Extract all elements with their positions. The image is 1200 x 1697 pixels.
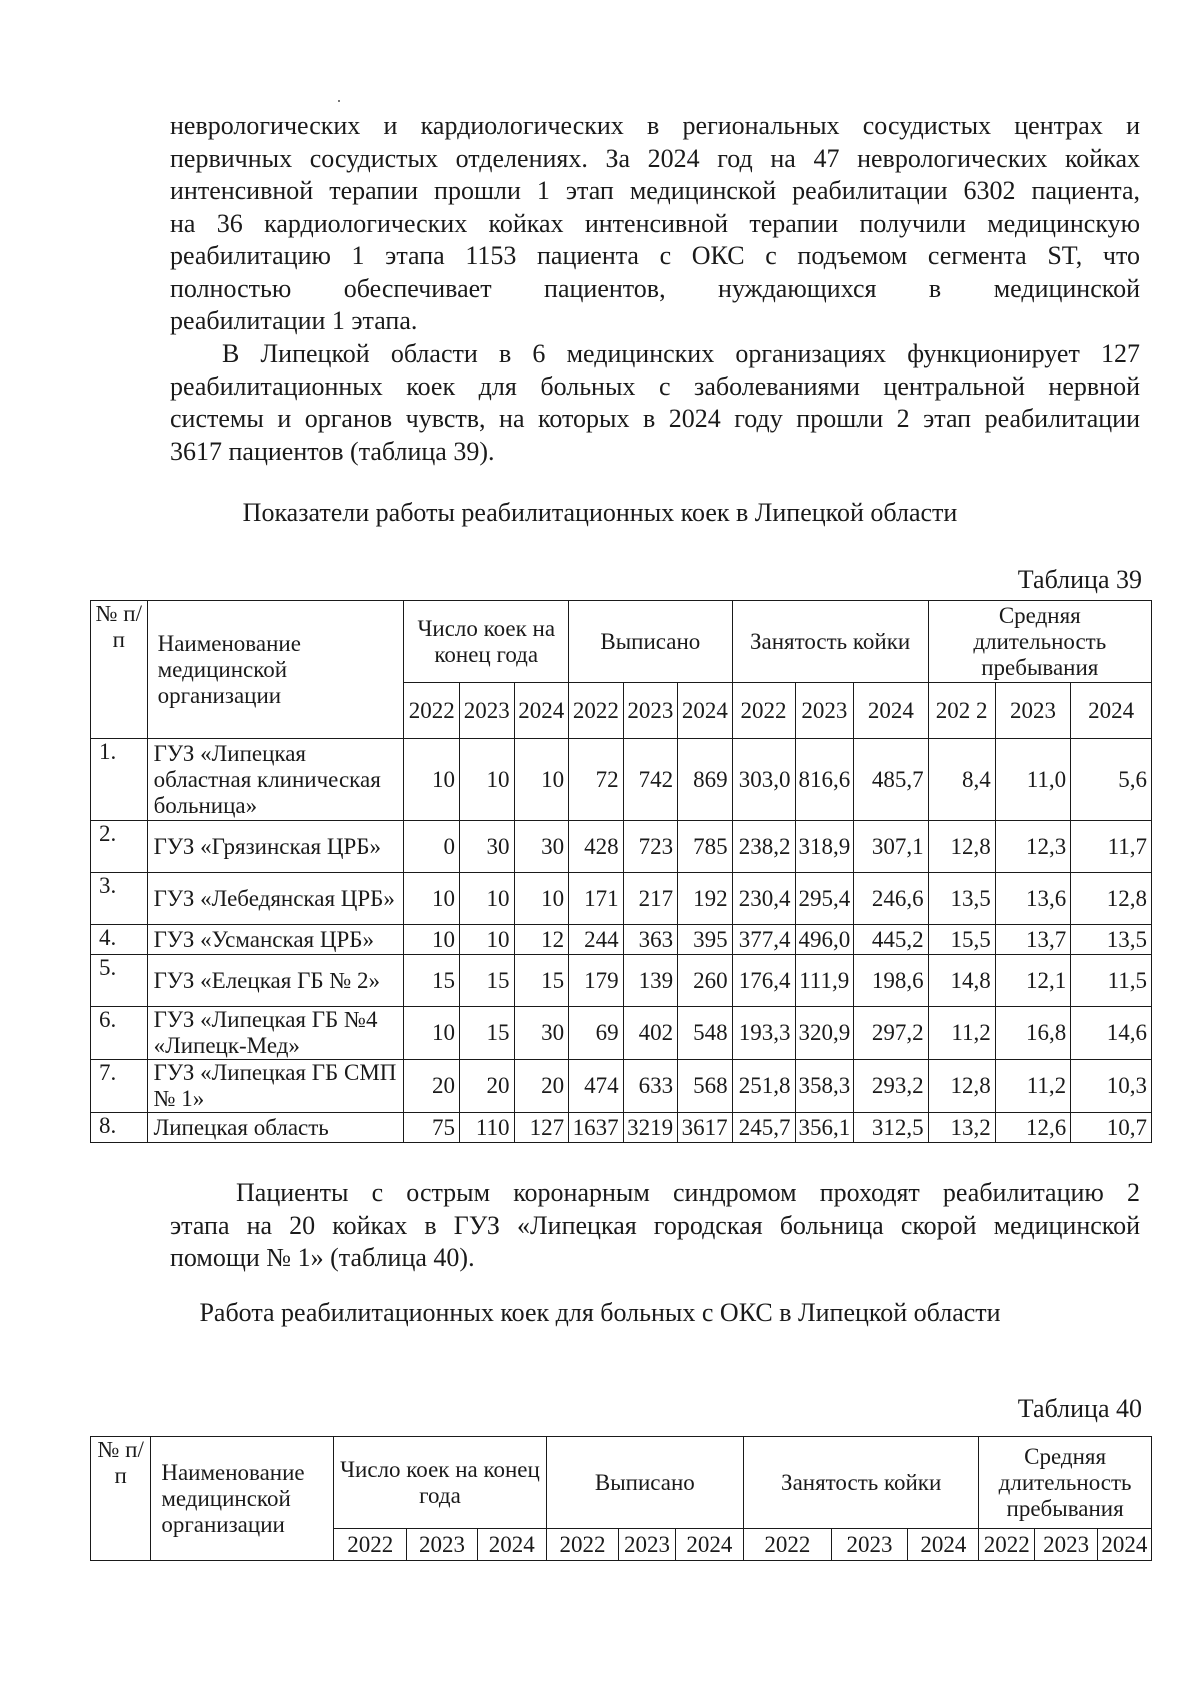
table-cell: 320,9 bbox=[795, 1007, 854, 1060]
table-cell: 13,2 bbox=[928, 1113, 995, 1143]
table-row bbox=[91, 1007, 1152, 1060]
table-cell: 139 bbox=[623, 955, 678, 1007]
header-year: 2022 bbox=[546, 1529, 619, 1561]
table-cell: 3617 bbox=[678, 1113, 733, 1143]
table40-caption: Работа реабилитационных коек для больных с ОКС в Липецкой области bbox=[199, 1298, 1001, 1327]
table-cell: 496,0 bbox=[795, 925, 854, 955]
table-cell: 238,2 bbox=[732, 821, 795, 873]
table-row bbox=[91, 873, 1152, 925]
table-cell: 12,6 bbox=[995, 1113, 1070, 1143]
header-index: № п/п bbox=[91, 601, 148, 739]
row-index: 8. bbox=[91, 1113, 148, 1143]
table-cell: 13,6 bbox=[995, 873, 1070, 925]
table-cell: 295,4 bbox=[795, 873, 854, 925]
table-cell: 10 bbox=[404, 1007, 460, 1060]
header-year: 2022 bbox=[979, 1529, 1035, 1561]
header-discharged: Выписано bbox=[569, 601, 733, 683]
table-cell: 14,8 bbox=[928, 955, 995, 1007]
table-40 bbox=[90, 1436, 1152, 1561]
table-cell: 5,6 bbox=[1071, 739, 1152, 821]
table-cell: 568 bbox=[678, 1060, 733, 1113]
table-cell: 785 bbox=[678, 821, 733, 873]
header-organization: Наименование медицинской организации bbox=[151, 1437, 334, 1561]
header-beds: Число коек на конец года bbox=[404, 601, 569, 683]
header-year: 2022 bbox=[744, 1529, 831, 1561]
table-cell: 69 bbox=[569, 1007, 624, 1060]
header-year: 2024 bbox=[854, 683, 928, 739]
table-cell: 10 bbox=[460, 739, 515, 821]
header-year: 202 2 bbox=[928, 683, 995, 739]
table-cell: 869 bbox=[678, 739, 733, 821]
row-organization: ГУЗ «Лебедянская ЦРБ» bbox=[147, 873, 404, 925]
table-cell: 8,4 bbox=[928, 739, 995, 821]
table-cell: 127 bbox=[514, 1113, 569, 1143]
header-year: 2023 bbox=[1035, 1529, 1097, 1561]
row-index: 6. bbox=[91, 1007, 148, 1060]
header-year: 2024 bbox=[514, 683, 569, 739]
header-year: 2023 bbox=[831, 1529, 908, 1561]
table-cell: 10 bbox=[404, 873, 460, 925]
table-cell: 474 bbox=[569, 1060, 624, 1113]
header-occupancy: Занятость койки bbox=[744, 1437, 979, 1529]
table-row bbox=[91, 739, 1152, 821]
table-cell: 20 bbox=[460, 1060, 515, 1113]
header-year: 2024 bbox=[678, 683, 733, 739]
header-year: 2023 bbox=[619, 1529, 675, 1561]
row-index: 3. bbox=[91, 873, 148, 925]
header-year: 2022 bbox=[334, 1529, 407, 1561]
header-index: № п/п bbox=[91, 1437, 151, 1561]
row-organization: ГУЗ «Липецкая ГБ №4 «Липецк-Мед» bbox=[147, 1007, 404, 1060]
table-cell: 171 bbox=[569, 873, 624, 925]
table-cell: 15 bbox=[460, 955, 515, 1007]
table-cell: 13,5 bbox=[928, 873, 995, 925]
text-line: системы и органов чувств, на которых в 2024 году прошли 2 этап реабилитации bbox=[170, 404, 1140, 433]
table-cell: 377,4 bbox=[732, 925, 795, 955]
header-year: 2023 bbox=[995, 683, 1070, 739]
table-cell: 10 bbox=[404, 925, 460, 955]
intro-paragraph bbox=[170, 110, 1140, 338]
text-line: Пациенты с острым коронарным синдромом проходят реабилитацию 2 bbox=[236, 1178, 1140, 1207]
header-year: 2023 bbox=[623, 683, 678, 739]
row-index: 1. bbox=[91, 739, 148, 821]
table-cell: 176,4 bbox=[732, 955, 795, 1007]
header-year: 2024 bbox=[1071, 683, 1152, 739]
table-cell: 11,5 bbox=[1071, 955, 1152, 1007]
row-organization: ГУЗ «Грязинская ЦРБ» bbox=[147, 821, 404, 873]
table-cell: 15 bbox=[460, 1007, 515, 1060]
table-cell: 303,0 bbox=[732, 739, 795, 821]
table-cell: 12,3 bbox=[995, 821, 1070, 873]
table-cell: 445,2 bbox=[854, 925, 928, 955]
text-line: реабилитационных коек для больных с заболеваниями центральной нервной bbox=[170, 371, 1140, 401]
table-cell: 402 bbox=[623, 1007, 678, 1060]
table-cell: 13,7 bbox=[995, 925, 1070, 955]
header-year: 2022 bbox=[732, 683, 795, 739]
text-line: первичных сосудистых отделениях. За 2024 год на 47 неврологических койках bbox=[170, 143, 1140, 173]
header-year: 2023 bbox=[795, 683, 854, 739]
table-cell: 12,8 bbox=[928, 1060, 995, 1113]
table-cell: 11,7 bbox=[1071, 821, 1152, 873]
table-cell: 14,6 bbox=[1071, 1007, 1152, 1060]
table-cell: 10 bbox=[514, 873, 569, 925]
table-cell: 10 bbox=[404, 739, 460, 821]
table-cell: 428 bbox=[569, 821, 624, 873]
table-cell: 11,2 bbox=[995, 1060, 1070, 1113]
table-cell: 30 bbox=[460, 821, 515, 873]
table-cell: 312,5 bbox=[854, 1113, 928, 1143]
text-line: В Липецкой области в 6 медицинских организациях функционирует 127 bbox=[222, 339, 1140, 368]
table-row bbox=[91, 1060, 1152, 1113]
table-cell: 16,8 bbox=[995, 1007, 1070, 1060]
table-cell: 297,2 bbox=[854, 1007, 928, 1060]
table-cell: 3219 bbox=[623, 1113, 678, 1143]
table-cell: 75 bbox=[404, 1113, 460, 1143]
table-cell: 358,3 bbox=[795, 1060, 854, 1113]
table-cell: 217 bbox=[623, 873, 678, 925]
table-cell: 10 bbox=[514, 739, 569, 821]
row-organization: ГУЗ «Елецкая ГБ № 2» bbox=[147, 955, 404, 1007]
table-cell: 10 bbox=[460, 925, 515, 955]
table-cell: 30 bbox=[514, 1007, 569, 1060]
table-cell: 12 bbox=[514, 925, 569, 955]
table-cell: 193,3 bbox=[732, 1007, 795, 1060]
table-cell: 395 bbox=[678, 925, 733, 955]
table-cell: 816,6 bbox=[795, 739, 854, 821]
table-cell: 15 bbox=[514, 955, 569, 1007]
row-index: 2. bbox=[91, 821, 148, 873]
table-cell: 198,6 bbox=[854, 955, 928, 1007]
table-cell: 15 bbox=[404, 955, 460, 1007]
table-cell: 742 bbox=[623, 739, 678, 821]
table-cell: 318,9 bbox=[795, 821, 854, 873]
text-line: неврологических и кардиологических в региональных сосудистых центрах и bbox=[170, 111, 1140, 140]
table-cell: 251,8 bbox=[732, 1060, 795, 1113]
text-line: реабилитацию 1 этапа 1153 пациента с ОКС с подъемом сегмента ST, что bbox=[170, 241, 1140, 270]
table-cell: 260 bbox=[678, 955, 733, 1007]
table-row bbox=[91, 1113, 1152, 1143]
table-cell: 12,8 bbox=[1071, 873, 1152, 925]
table-cell: 10 bbox=[460, 873, 515, 925]
header-year: 2024 bbox=[675, 1529, 744, 1561]
table-row bbox=[91, 955, 1152, 1007]
header-avg-stay: Средняя длительность пребывания bbox=[979, 1437, 1152, 1529]
scan-speck bbox=[338, 100, 340, 102]
table-cell: 293,2 bbox=[854, 1060, 928, 1113]
table-cell: 633 bbox=[623, 1060, 678, 1113]
table-cell: 20 bbox=[404, 1060, 460, 1113]
text-line: интенсивной терапии прошли 1 этап медицинской реабилитации 6302 пациента, bbox=[170, 176, 1140, 205]
text-line: помощи № 1» (таблица 40). bbox=[170, 1243, 475, 1272]
table-cell: 10,3 bbox=[1071, 1060, 1152, 1113]
row-organization: ГУЗ «Усманская ЦРБ» bbox=[147, 925, 404, 955]
table-cell: 20 bbox=[514, 1060, 569, 1113]
table-cell: 30 bbox=[514, 821, 569, 873]
table-cell: 111,9 bbox=[795, 955, 854, 1007]
table-cell: 244 bbox=[569, 925, 624, 955]
text-line: на 36 кардиологических койках интенсивной терапии получили медицинскую bbox=[170, 208, 1140, 238]
header-occupancy: Занятость койки bbox=[732, 601, 928, 683]
header-year: 2024 bbox=[908, 1529, 979, 1561]
row-index: 5. bbox=[91, 955, 148, 1007]
row-organization: Липецкая область bbox=[147, 1113, 404, 1143]
table-cell: 12,1 bbox=[995, 955, 1070, 1007]
header-beds: Число коек на конец года bbox=[334, 1437, 546, 1529]
header-year: 2022 bbox=[569, 683, 624, 739]
header-organization: Наименование медицинской организации bbox=[147, 601, 404, 739]
header-year: 2023 bbox=[407, 1529, 478, 1561]
table-cell: 1637 bbox=[569, 1113, 624, 1143]
table-cell: 72 bbox=[569, 739, 624, 821]
table-cell: 246,6 bbox=[854, 873, 928, 925]
table-cell: 230,4 bbox=[732, 873, 795, 925]
paragraph-table39-intro bbox=[170, 338, 1140, 468]
table-39 bbox=[90, 600, 1152, 1143]
table-cell: 11,2 bbox=[928, 1007, 995, 1060]
table-cell: 723 bbox=[623, 821, 678, 873]
header-year: 2024 bbox=[477, 1529, 546, 1561]
table-cell: 363 bbox=[623, 925, 678, 955]
table-cell: 307,1 bbox=[854, 821, 928, 873]
table-cell: 548 bbox=[678, 1007, 733, 1060]
table-cell: 485,7 bbox=[854, 739, 928, 821]
table40-label: Таблица 40 bbox=[1017, 1394, 1142, 1423]
header-discharged: Выписано bbox=[546, 1437, 744, 1529]
table-cell: 179 bbox=[569, 955, 624, 1007]
table-cell: 11,0 bbox=[995, 739, 1070, 821]
row-index: 7. bbox=[91, 1060, 148, 1113]
text-line: 3617 пациентов (таблица 39). bbox=[170, 436, 495, 466]
table39-label: Таблица 39 bbox=[1017, 565, 1142, 594]
text-line: полностью обеспечивает пациентов, нуждающихся в медицинской bbox=[170, 273, 1140, 303]
table-cell: 0 bbox=[404, 821, 460, 873]
header-year: 2023 bbox=[460, 683, 515, 739]
header-year: 2022 bbox=[404, 683, 460, 739]
paragraph-table40-intro bbox=[170, 1177, 1140, 1275]
table-cell: 245,7 bbox=[732, 1113, 795, 1143]
header-year: 2024 bbox=[1097, 1529, 1151, 1561]
table-row bbox=[91, 821, 1152, 873]
table-cell: 15,5 bbox=[928, 925, 995, 955]
text-line: этапа на 20 койках в ГУЗ «Липецкая городская больница скорой медицинской bbox=[170, 1210, 1140, 1240]
table39-caption: Показатели работы реабилитационных коек в Липецкой области bbox=[242, 498, 958, 527]
table-cell: 110 bbox=[460, 1113, 515, 1143]
row-organization: ГУЗ «Липецкая областная клиническая больница» bbox=[147, 739, 404, 821]
header-avg-stay: Средняя длительность пребывания bbox=[928, 601, 1151, 683]
table-row bbox=[91, 925, 1152, 955]
row-index: 4. bbox=[91, 925, 148, 955]
table-cell: 13,5 bbox=[1071, 925, 1152, 955]
table-cell: 192 bbox=[678, 873, 733, 925]
table-cell: 356,1 bbox=[795, 1113, 854, 1143]
table-cell: 10,7 bbox=[1071, 1113, 1152, 1143]
text-line: реабилитации 1 этапа. bbox=[170, 306, 418, 335]
row-organization: ГУЗ «Липецкая ГБ СМП № 1» bbox=[147, 1060, 404, 1113]
table-cell: 12,8 bbox=[928, 821, 995, 873]
